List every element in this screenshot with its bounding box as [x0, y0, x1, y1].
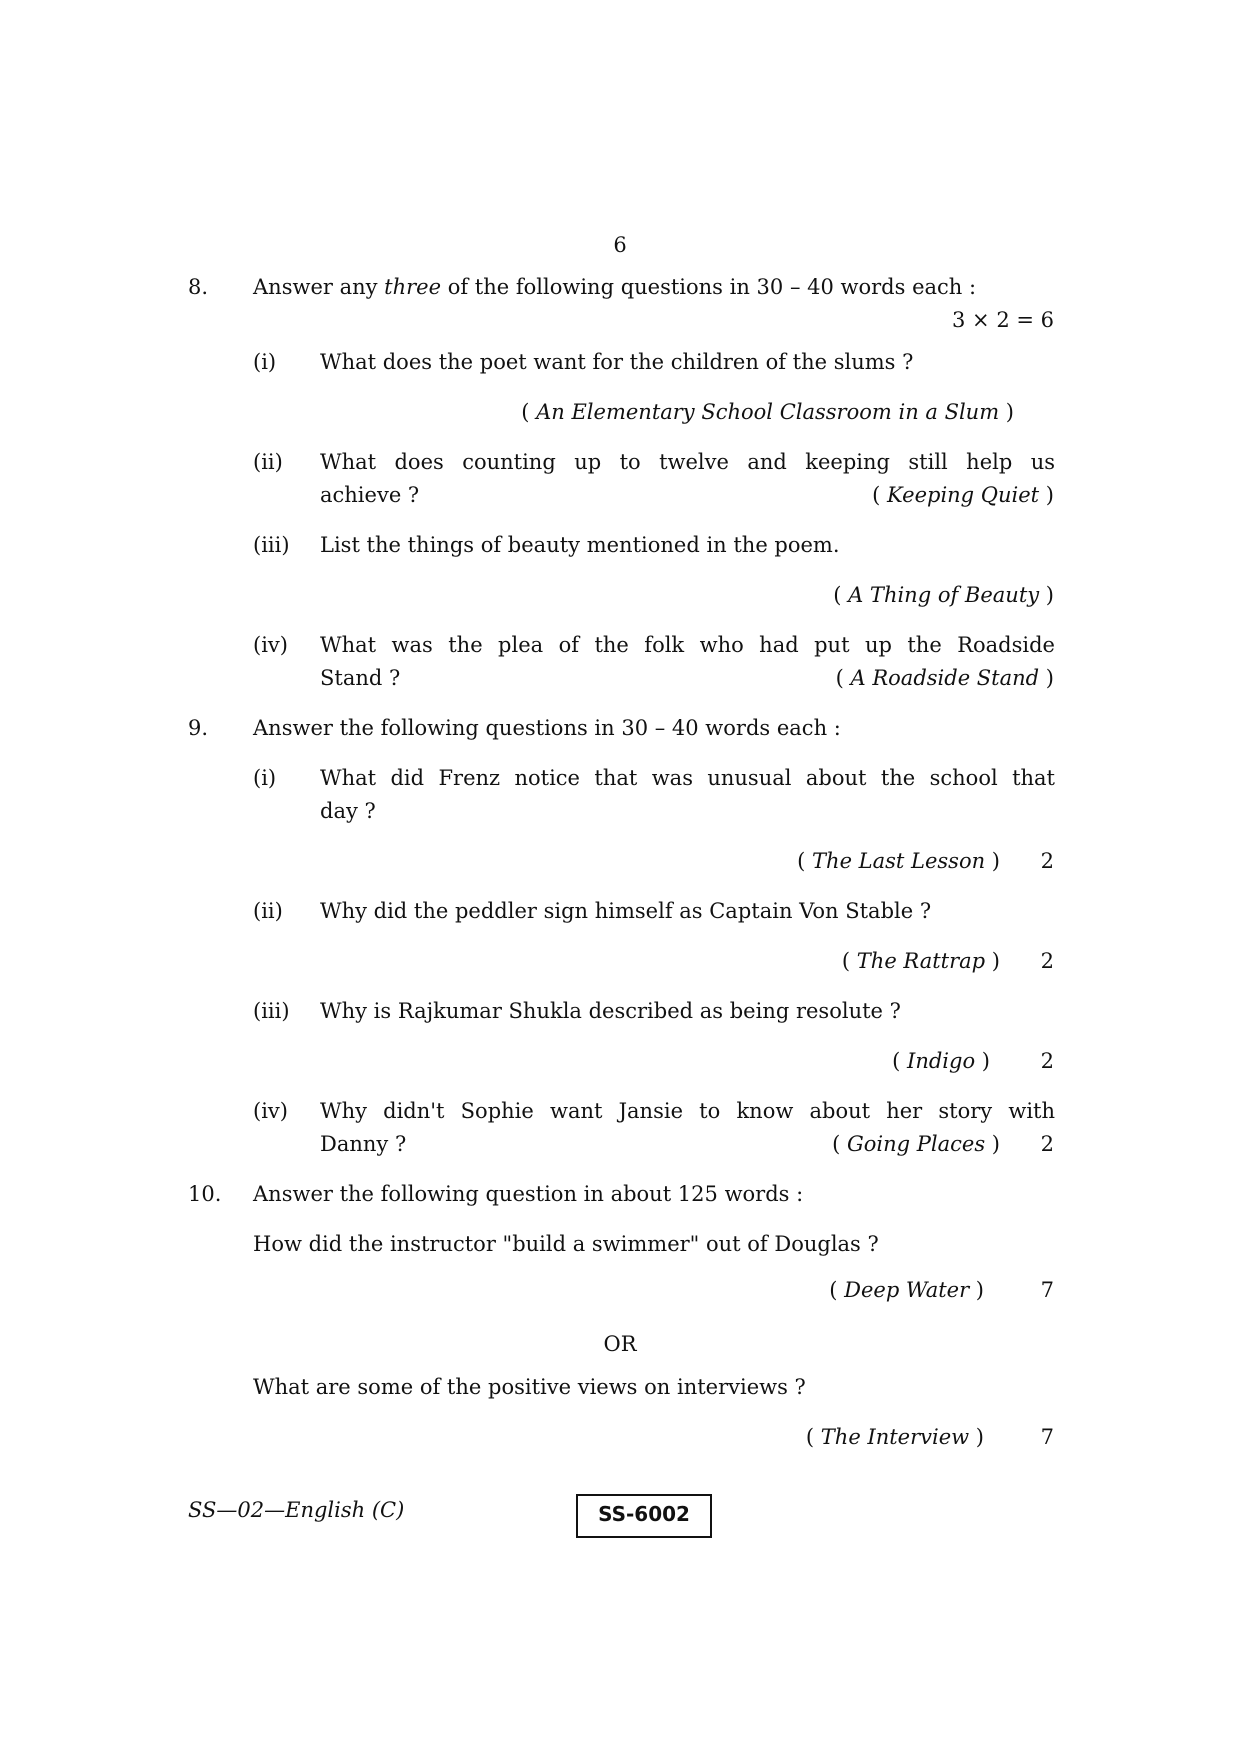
q8-item-i-label: (i) — [253, 350, 277, 374]
question-9-instruction: Answer the following questions in 30 – 40 words each : — [253, 716, 841, 740]
page-number: 6 — [613, 233, 627, 257]
q9-item-iii-source: ( Indigo ) — [892, 1049, 990, 1073]
q8-item-iv-label: (iv) — [253, 633, 288, 657]
q9-item-iv-marks: 2 — [1040, 1132, 1054, 1156]
q8-item-ii-label: (ii) — [253, 450, 283, 474]
q10-option-b-text: What are some of the positive views on interviews ? — [253, 1375, 806, 1399]
q9-item-iv-text-line2: Danny ? — [320, 1132, 407, 1156]
q8-item-i-text: What does the poet want for the children of the slums ? — [320, 350, 914, 374]
question-8-marks: 3 × 2 = 6 — [952, 308, 1054, 332]
q10-option-b-marks: 7 — [1040, 1425, 1054, 1449]
q8-item-iii-source: ( A Thing of Beauty ) — [833, 583, 1054, 607]
q8-item-iv-source: ( A Roadside Stand ) — [835, 666, 1054, 690]
q9-item-iii-marks: 2 — [1040, 1049, 1054, 1073]
question-8-instruction: Answer any three of the following questions in 30 – 40 words each : — [253, 275, 977, 299]
q10-option-a-marks: 7 — [1040, 1278, 1054, 1302]
q8-item-iv-text-line2: Stand ? — [320, 666, 401, 690]
q10-option-b-source: ( The Interview ) — [805, 1425, 984, 1449]
footer-paper-code: SS—02—English (C) — [188, 1498, 405, 1522]
footer-code-box: SS-6002 — [576, 1494, 712, 1538]
q9-item-iii-text: Why is Rajkumar Shukla described as being resolute ? — [320, 999, 901, 1023]
or-separator: OR — [603, 1332, 637, 1356]
q8-item-iv-text-line1: What was the plea of the folk who had put up the Roadside — [320, 633, 1055, 657]
q8-item-iii-label: (iii) — [253, 533, 290, 557]
q9-item-ii-label: (ii) — [253, 899, 283, 923]
q9-item-i-text-line2: day ? — [320, 799, 376, 823]
q9-item-ii-text: Why did the peddler sign himself as Captain Von Stable ? — [320, 899, 932, 923]
q10-option-a-text: How did the instructor "build a swimmer" out of Douglas ? — [253, 1232, 879, 1256]
q9-item-iv-source: ( Going Places ) — [832, 1132, 1000, 1156]
q9-item-ii-source: ( The Rattrap ) — [841, 949, 1000, 973]
question-9-number: 9. — [188, 716, 209, 740]
q9-item-i-label: (i) — [253, 766, 277, 790]
q9-item-iii-label: (iii) — [253, 999, 290, 1023]
q9-item-ii-marks: 2 — [1040, 949, 1054, 973]
q8-item-iii-text: List the things of beauty mentioned in the poem. — [320, 533, 840, 557]
q9-item-i-marks: 2 — [1040, 849, 1054, 873]
q9-item-i-source: ( The Last Lesson ) — [797, 849, 1000, 873]
question-10-instruction: Answer the following question in about 125 words : — [253, 1182, 804, 1206]
question-10-number: 10. — [188, 1182, 222, 1206]
q8-item-i-source: ( An Elementary School Classroom in a Slum ) — [521, 400, 1014, 424]
q8-item-ii-text-line1: What does counting up to twelve and keeping still help us — [320, 450, 1055, 474]
question-8-number: 8. — [188, 275, 209, 299]
q8-item-ii-source: ( Keeping Quiet ) — [872, 483, 1054, 507]
q10-option-a-source: ( Deep Water ) — [829, 1278, 984, 1302]
q9-item-iv-text-line1: Why didn't Sophie want Jansie to know about her story with — [320, 1099, 1055, 1123]
q8-item-ii-text-line2: achieve ? — [320, 483, 420, 507]
q9-item-i-text-line1: What did Frenz notice that was unusual about the school that — [320, 766, 1055, 790]
q9-item-iv-label: (iv) — [253, 1099, 288, 1123]
emphasis-three: three — [384, 275, 442, 299]
